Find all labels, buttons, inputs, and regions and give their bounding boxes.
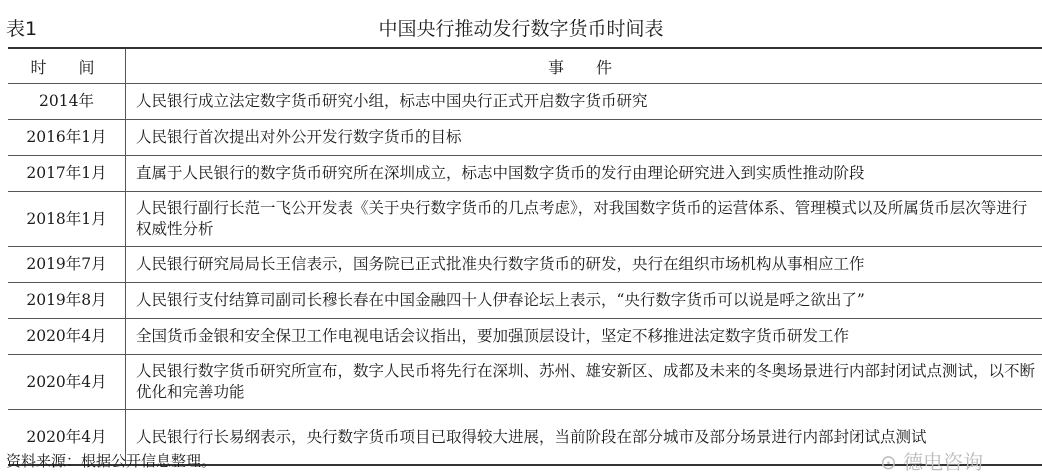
timeline-table [8,47,1042,466]
row-event: 人民银行首次提出对外公开发行数字货币的目标 [126,120,1042,156]
header-event: 事 件 [126,48,1042,84]
row-date: 2019年8月 [8,283,126,319]
row-event: 直属于人民银行的数字货币研究所在深圳成立，标志中国数字货币的发行由理论研究进入到实质性推动阶段 [126,156,1042,192]
header-date: 时 间 [8,48,126,84]
row-event: 全国货币金银和安全保卫工作电视电话会议指出，要加强顶层设计，坚定不移推进法定数字货币研发工作 [126,319,1042,355]
table-row [8,156,1042,192]
table-row [8,247,1042,283]
row-event: 人民银行行长易纲表示，央行数字货币项目已取得较大进展，当前阶段在部分城市及部分场景进行内部封闭试点测试 [126,410,1042,466]
table-row [8,283,1042,319]
row-date: 2018年1月 [8,192,126,247]
watermark-logo [880,446,983,475]
row-event: 人民银行研究局局长王信表示，国务院已正式批准央行数字货币的研发，央行在组织市场机构从事相应工作 [126,247,1042,283]
table-row [8,192,1042,247]
row-date: 2017年1月 [8,156,126,192]
watermark-text: 德电咨询 [903,450,984,474]
row-date: 2020年4月 [8,410,126,466]
row-event: 人民银行成立法定数字货币研究小组，标志中国央行正式开启数字货币研究 [126,84,1042,120]
wechat-icon: ⊙ [880,450,904,474]
source-note: 资料来源：根据公开信息整理。 [6,452,217,470]
table-row [8,84,1042,120]
row-date: 2020年4月 [8,355,126,410]
table-row [8,355,1042,410]
row-event: 人民银行支付结算司副司长穆长春在中国金融四十人伊春论坛上表示，“央行数字货币可以说是呼之欲出了” [126,283,1042,319]
row-event: 人民银行数字货币研究所宣布，数字人民币将先行在深圳、苏州、雄安新区、成都及未来的冬奥场景进行内部封闭试点测试，以不断优化和完善功能 [126,355,1042,410]
table-header [8,48,1042,84]
table-row [8,120,1042,156]
row-date: 2019年7月 [8,247,126,283]
row-event: 人民银行副行长范一飞公开发表《关于央行数字货币的几点考虑》，对我国数字货币的运营体系、管理模式以及所属货币层次等进行权威性分析 [126,192,1042,247]
row-date: 2014年 [8,84,126,120]
table-row [8,319,1042,355]
table-title: 中国央行推动发行数字货币时间表 [378,18,664,40]
row-date: 2016年1月 [8,120,126,156]
row-date: 2020年4月 [8,319,126,355]
table-label: 表1 [6,18,38,40]
